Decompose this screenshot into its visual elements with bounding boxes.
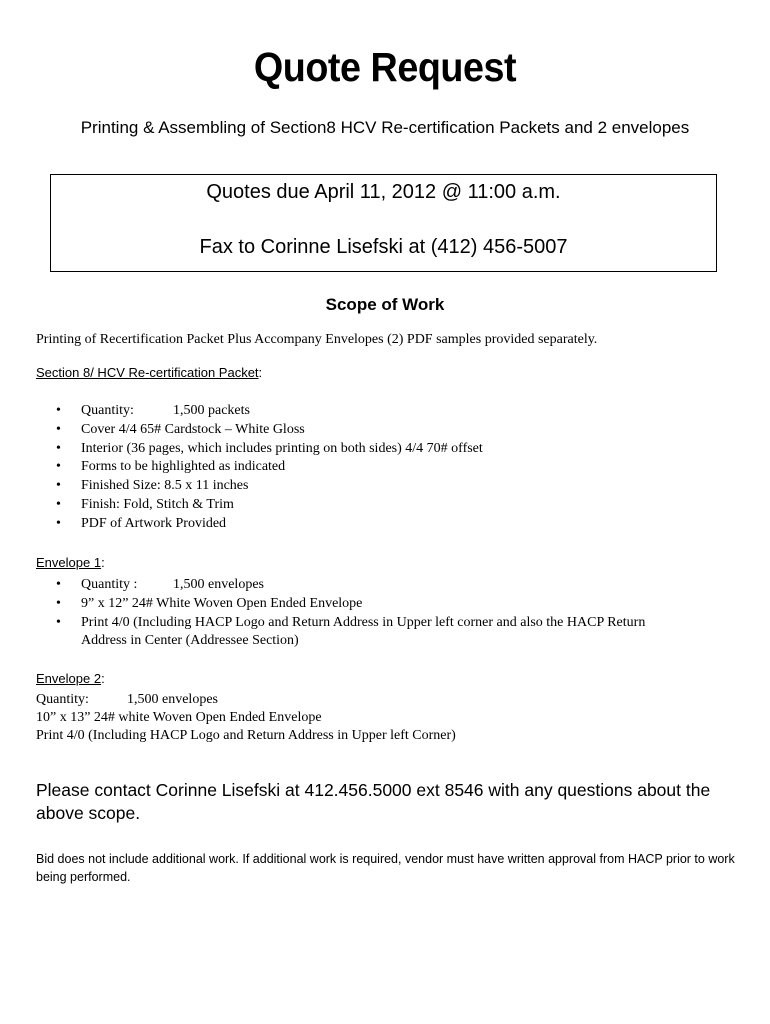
envelope1-quantity-label: Quantity : xyxy=(81,577,138,592)
due-date-line: Quotes due April 11, 2012 @ 11:00 a.m. xyxy=(206,181,561,203)
envelope1-spec-list xyxy=(52,576,693,651)
page-title: Quote Request xyxy=(253,44,517,90)
envelope1-heading-text: Envelope 1 xyxy=(36,555,102,570)
bid-note: Bid does not include additional work. If additional work is required, vendor must have written approval from HACP prior to work being performed. xyxy=(36,852,735,884)
envelope1-heading xyxy=(36,555,105,570)
page-subtitle: Printing & Assembling of Section8 HCV Re-certification Packets and 2 envelopes xyxy=(80,118,690,137)
list-item: • Print 4/0 (Including HACP Logo and Return Address in Upper left corner and also the HACP Return Address in Center (Addressee Section) xyxy=(52,614,693,652)
envelope1-quantity-value: 1,500 envelopes xyxy=(173,577,264,592)
envelope1-heading-colon: : xyxy=(101,555,105,570)
list-item: • Forms to be highlighted as indicated xyxy=(52,458,483,477)
list-item: • Cover 4/4 65# Cardstock – White Gloss xyxy=(52,421,483,440)
envelope2-heading-text: Envelope 2 xyxy=(36,671,102,686)
envelope2-quantity-value: 1,500 envelopes xyxy=(127,692,218,707)
scope-heading: Scope of Work xyxy=(325,295,445,314)
contact-statement: Please contact Corinne Lisefski at 412.456.5000 ext 8546 with any questions about the above scope. xyxy=(36,780,711,823)
envelope2-heading xyxy=(36,671,105,686)
list-item: • Finished Size: 8.5 x 11 inches xyxy=(52,477,483,496)
packet-quantity-label: Quantity: xyxy=(81,403,134,418)
packet-heading-text: Section 8/ HCV Re-certification Packet xyxy=(36,365,259,380)
list-item: • Interior (36 pages, which includes printing on both sides) 4/4 70# offset xyxy=(52,440,483,459)
list-item: • PDF of Artwork Provided xyxy=(52,515,483,534)
envelope2-size-line: 10” x 13” 24# white Woven Open Ended Envelope xyxy=(36,710,322,725)
envelope2-quantity-label: Quantity: xyxy=(36,692,89,707)
envelope2-quantity-line xyxy=(36,691,456,709)
packet-spec-list xyxy=(52,402,483,534)
packet-quantity-value: 1,500 packets xyxy=(173,403,250,418)
list-item xyxy=(52,576,693,595)
list-item: • Finish: Fold, Stitch & Trim xyxy=(52,496,483,515)
due-date-box xyxy=(50,174,717,272)
list-item: • 9” x 12” 24# White Woven Open Ended Envelope xyxy=(52,595,693,614)
packet-heading xyxy=(36,365,262,380)
envelope2-heading-colon: : xyxy=(101,671,105,686)
envelope2-details xyxy=(36,691,456,745)
packet-heading-colon: : xyxy=(258,365,263,380)
fax-line: Fax to Corinne Lisefski at (412) 456-5007 xyxy=(199,236,568,258)
envelope2-print-line: Print 4/0 (Including HACP Logo and Return Address in Upper left Corner) xyxy=(36,728,456,743)
list-item xyxy=(52,402,483,421)
scope-intro: Printing of Recertification Packet Plus Accompany Envelopes (2) PDF samples provided separately. xyxy=(36,332,598,347)
